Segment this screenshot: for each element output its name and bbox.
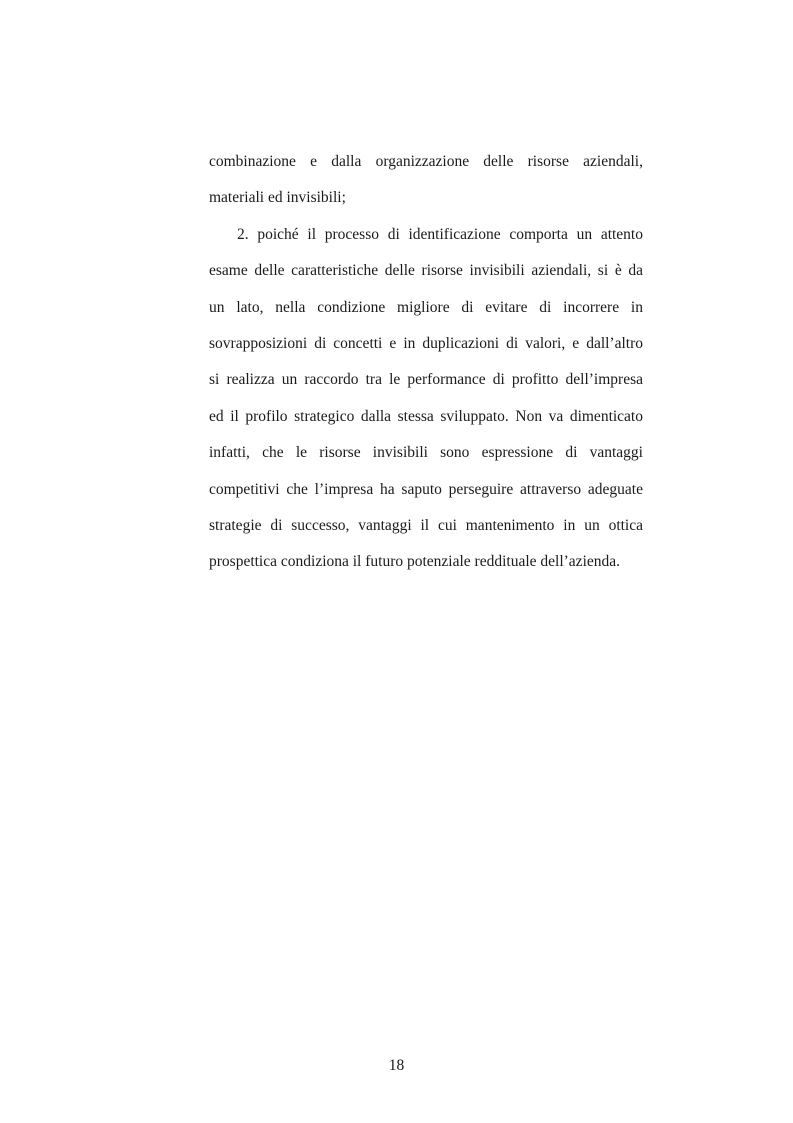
body-text (209, 147, 643, 584)
text-line: esame delle caratteristiche delle risorse invisibili aziendali, si è da (209, 262, 643, 280)
text-line: competitivi che l’impresa ha saputo perseguire attraverso adeguate (209, 480, 643, 498)
text-line: infatti, che le risorse invisibili sono espressione di vantaggi (209, 444, 643, 462)
list-item-2-first-line: 2. poiché il processo di identificazione comporta un attento (237, 225, 643, 243)
text-line: ed il profilo strategico dalla stessa sviluppato. Non va dimenticato (209, 407, 643, 425)
text-line: strategie di successo, vantaggi il cui mantenimento in un ottica (209, 516, 643, 534)
text-line: combinazione e dalla organizzazione delle risorse aziendali, (209, 153, 643, 170)
text-line: materiali ed invisibili; (209, 189, 346, 207)
text-line: un lato, nella condizione migliore di evitare di incorrere in (209, 298, 643, 316)
page-number: 18 (388, 1057, 405, 1074)
text-line: si realizza un raccordo tra le performance di profitto dell’impresa (209, 371, 643, 389)
text-line: prospettica condiziona il futuro potenziale reddituale dell’azienda. (209, 553, 621, 571)
text-line: sovrapposizioni di concetti e in duplicazioni di valori, e dall’altro (209, 334, 643, 352)
